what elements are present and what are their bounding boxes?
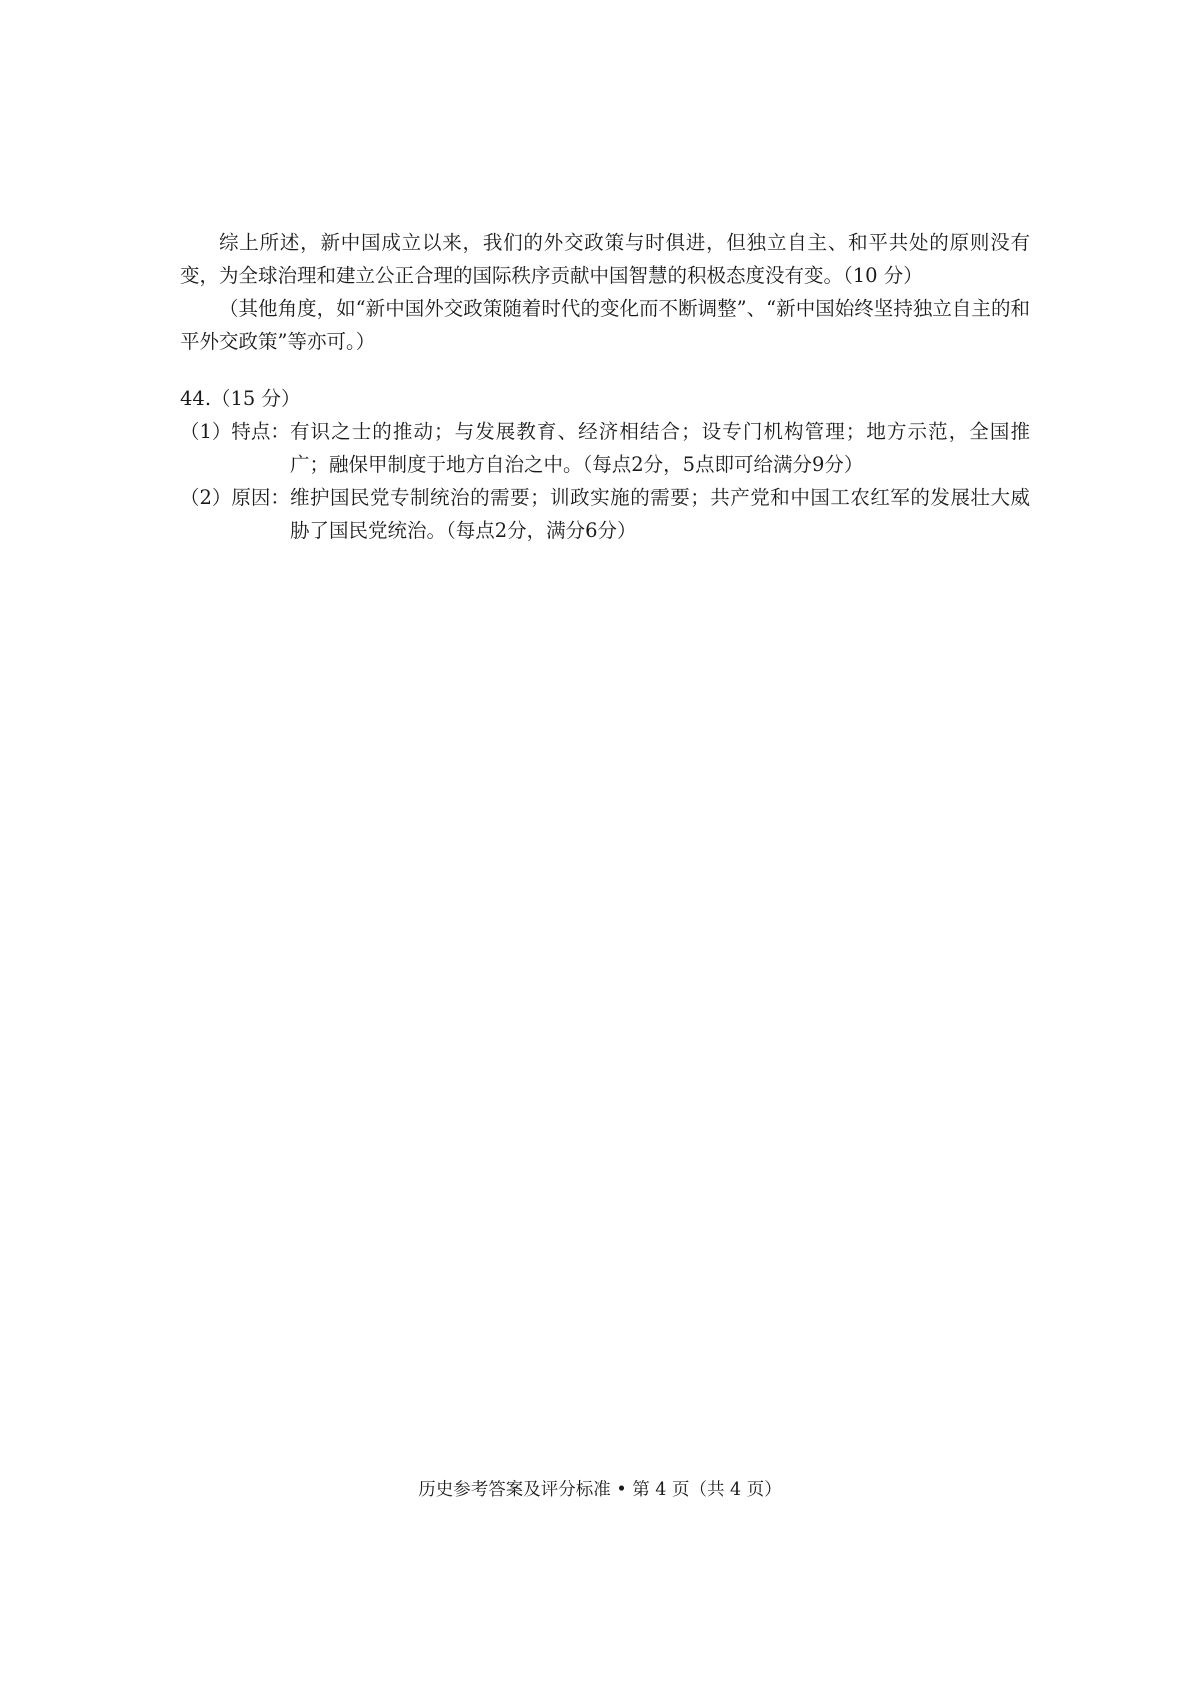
alternative-angle-note: （其他角度，如“新中国外交政策随着时代的变化而不断调整”、“新中国始终坚持独立自主的和平外交政策”等亦可。）	[180, 297, 1030, 353]
item-label: 特点：	[231, 420, 290, 443]
question-44-item-2	[180, 481, 1030, 547]
item-number: （1）	[180, 420, 232, 443]
item-label: 原因：	[231, 486, 290, 509]
page-footer: 历史参考答案及评分标准 • 第 4 页（共 4 页）	[418, 1480, 782, 1500]
page-content	[180, 226, 1030, 547]
section-spacer	[180, 358, 1030, 382]
item-answer-text: 有识之士的推动；与发展教育、经济相结合；设专门机构管理；地方示范，全国推广；融保甲制度于地方自治之中。（每点2分，5点即可给满分9分）	[289, 420, 1030, 476]
conclusion-paragraph: 综上所述，新中国成立以来，我们的外交政策与时俱进，但独立自主、和平共处的原则没有变，为全球治理和建立公正合理的国际秩序贡献中国智慧的积极态度没有变。（10 分）	[180, 231, 1030, 287]
question-44-heading: 44.（15 分）	[180, 387, 301, 410]
item-answer-text: 维护国民党专制统治的需要；训政实施的需要；共产党和中国工农红军的发展壮大威胁了国民党统治。（每点2分，满分6分）	[289, 486, 1030, 542]
item-number: （2）	[180, 486, 232, 509]
question-44-item-1	[180, 415, 1030, 481]
